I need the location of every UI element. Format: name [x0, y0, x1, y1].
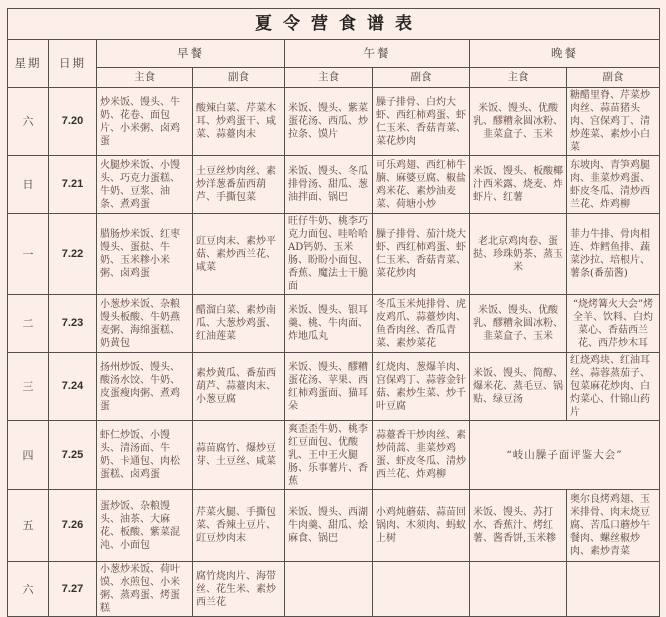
header-breakfast-side: 副食 [193, 68, 285, 88]
weekday-cell: 四 [8, 421, 49, 490]
lunch-main-cell: 爽歪歪牛奶、桃李红豆面包、优酸乳、王中王火腿肠、乐事薯片、香蕉 [285, 421, 373, 490]
dinner-main-cell: 老北京鸡肉卷、蛋挞、珍珠奶茶、蒸玉米 [470, 214, 567, 295]
date-cell: 7.21 [49, 156, 97, 214]
lunch-side-cell: 蒜薹香干炒肉丝、素炒茼蒿、韭菜炒鸡蛋、虾皮冬瓜、清炒西兰花、炸鸡柳 [373, 421, 470, 490]
breakfast-side-cell: 腐竹烧肉片、海带丝、花生米、素炒西兰花 [193, 562, 285, 617]
weekday-cell: 六 [8, 562, 49, 617]
breakfast-side-cell: 蒜苗腐竹、爆炒豆芽、土豆丝、咸菜 [193, 421, 285, 490]
breakfast-main-cell: 火腿炒米饭、小馒头、巧克力蛋糕、牛奶、豆浆、油条、煮鸡蛋 [97, 156, 193, 214]
lunch-main-cell: 米饭、馒头、醪糟蛋花汤、苹果、西红柿鸡蛋面、猫耳朵 [285, 353, 373, 421]
dinner-main-cell [470, 562, 567, 617]
date-cell: 7.22 [49, 214, 97, 295]
dinner-side-cell: 奥尔良烤鸡翅、玉米排骨、肉末烧豆腐、苦瓜口蘑炒午餐肉、螺丝椒炒肉、素炒青菜 [567, 490, 660, 562]
menu-row-0724 [8, 353, 660, 421]
breakfast-side-cell: 豇豆肉末、素炒平菇、素炒西兰花、咸菜 [193, 214, 285, 295]
dinner-side-cell: 糖醋里脊、芹菜炒肉丝、蒜苗猪头肉、宫保鸡丁、清炒莲菜、素炒小白菜 [567, 88, 660, 156]
page-title: 夏令营食谱表 [8, 9, 660, 40]
breakfast-main-cell: 扬州炒饭、馒头、酸汤水饺、牛奶、皮蛋瘦肉粥、煮鸡蛋 [97, 353, 193, 421]
dinner-side-cell [567, 562, 660, 617]
lunch-main-cell: 米饭、馒头、紫菜蛋花汤、西瓜、炒拉条、馍片 [285, 88, 373, 156]
breakfast-side-cell: 芹菜火腿、手撕包菜、香辣土豆片、豇豆炒肉末 [193, 490, 285, 562]
dinner-main-cell: 米饭、馒头、优酸乳、醪糟汆圆冰粉、韭菜盒子、玉米 [470, 88, 567, 156]
weekday-cell: 一 [8, 214, 49, 295]
lunch-side-cell: 小鸡炖蘑菇、蒜苗回锅肉、木须肉、蚂蚁上树 [373, 490, 470, 562]
menu-row-0726 [8, 490, 660, 562]
menu-row-0721 [8, 156, 660, 214]
header-weekday: 星期 [8, 40, 49, 88]
menu-row-0720 [8, 88, 660, 156]
dinner-main-cell: 米饭、馒头、板酸椰汁西米露、烧麦、炸虾片、红薯 [470, 156, 567, 214]
lunch-side-cell: 可乐鸡翅、西红柿牛腩、麻婆豆腐、椒盐鸡米花、素炒油麦菜、荷塘小炒 [373, 156, 470, 214]
weekday-cell: 五 [8, 490, 49, 562]
menu-row-0723 [8, 295, 660, 353]
weekday-cell: 二 [8, 295, 49, 353]
header-dinner: 晚餐 [470, 40, 660, 68]
date-cell: 7.20 [49, 88, 97, 156]
date-cell: 7.24 [49, 353, 97, 421]
summer-camp-menu-table [7, 8, 660, 617]
breakfast-main-cell: 蛋炒饭、杂粮馒头、油茶、大麻花、板酸、紫菜混沌、小面包 [97, 490, 193, 562]
date-cell: 7.26 [49, 490, 97, 562]
header-row-meals [8, 40, 660, 68]
dinner-main-cell: 米饭、馒头、苏打水、香蕉汁、烤红薯、酱香饼,玉米糁 [470, 490, 567, 562]
header-dinner-side: 副食 [567, 68, 660, 88]
lunch-side-cell [373, 562, 470, 617]
header-dinner-main: 主食 [470, 68, 567, 88]
header-lunch-main: 主食 [285, 68, 373, 88]
header-lunch-side: 副食 [373, 68, 470, 88]
lunch-side-cell: 臊子排骨、茄汁烧大虾、西红柿鸡蛋、虾仁玉米、香菇青菜、菜花炒肉 [373, 214, 470, 295]
header-date: 日期 [49, 40, 97, 88]
lunch-side-cell: 红烧肉、葱爆羊肉、宫保鸡丁、蒜蓉金针菇、素炒生菜、炒千叶豆腐 [373, 353, 470, 421]
lunch-main-cell [285, 562, 373, 617]
dinner-side-cell: 菲力牛排、骨肉相连、炸鳕鱼排、蔬菜沙拉、培根片、薯条(番茄酱) [567, 214, 660, 295]
breakfast-main-cell: 虾仁炒饭、小馒头、清汤面、牛奶、卡通包、肉松蛋糕、卤鸡蛋 [97, 421, 193, 490]
header-breakfast-main: 主食 [97, 68, 193, 88]
lunch-main-cell: 米饭、馒头、西湖牛肉羹、甜瓜、烩麻食、锅巴 [285, 490, 373, 562]
weekday-cell: 三 [8, 353, 49, 421]
lunch-main-cell: 旺仔牛奶、桃李巧克力面包、哇哈哈AD钙奶、玉米肠、盼盼小面包、香蕉、魔法士干脆面 [285, 214, 373, 295]
dinner-side-cell: “烧烤篝火大会”烤全羊、饮料、白灼菜心、香菇西兰花、西芹炒木耳 [567, 295, 660, 353]
date-cell: 7.25 [49, 421, 97, 490]
breakfast-main-cell: 腊肠炒米饭、红枣馒头、蛋挞、牛奶、玉米糁小米粥、卤鸡蛋 [97, 214, 193, 295]
weekday-cell: 六 [8, 88, 49, 156]
lunch-side-cell: 臊子排骨、白灼大虾、西红柿鸡蛋、虾仁玉米、香菇青菜、菜花炒肉 [373, 88, 470, 156]
dinner-side-cell: 东坡肉、青笋鸡腿肉、韭菜炒鸡蛋、虾皮冬瓜、清炒西兰花、炸鸡柳 [567, 156, 660, 214]
menu-row-0725 [8, 421, 660, 490]
title-row [8, 9, 660, 40]
breakfast-main-cell: 炒米饭、馒头、牛奶、花卷、面包片、小米粥、卤鸡蛋 [97, 88, 193, 156]
breakfast-main-cell: 小葱炒米饭、荷叶馍、水煎包、小米粥、蒸鸡蛋、烤蛋糕 [97, 562, 193, 617]
lunch-side-cell: 冬瓜玉米炖排骨、虎皮鸡爪、蒜薹炒肉、鱼香肉丝、香瓜青菜、素炒菜花 [373, 295, 470, 353]
weekday-cell: 日 [8, 156, 49, 214]
menu-row-0722 [8, 214, 660, 295]
dinner-side-cell: 红烧鸡块、红油耳丝、蒜蓉蒸茄子、包菜麻花炒肉、白灼菜心、什锦山药片 [567, 353, 660, 421]
breakfast-side-cell: 素炒黄瓜、番茄西葫芦、蒜薹肉末、小葱豆腐 [193, 353, 285, 421]
breakfast-side-cell: 醋溜白菜、素炒南瓜、大葱炒鸡蛋、红油莲菜 [193, 295, 285, 353]
header-breakfast: 早餐 [97, 40, 285, 68]
header-row-subtypes [8, 68, 660, 88]
dinner-event-cell: “岐山臊子面评鉴大会” [470, 421, 660, 490]
dinner-main-cell: 米饭、馒头、优酸乳、醪糟汆圆冰粉、韭菜盒子、玉米 [470, 295, 567, 353]
date-cell: 7.27 [49, 562, 97, 617]
header-lunch: 午餐 [285, 40, 470, 68]
lunch-main-cell: 米饭、馒头、冬瓜排骨汤、甜瓜、葱油拌面、锅巴 [285, 156, 373, 214]
breakfast-main-cell: 小葱炒米饭、杂粮馒头板酸、牛奶燕麦粥、海绵蛋糕、奶黄包 [97, 295, 193, 353]
lunch-main-cell: 米饭、馒头、银耳羹、桃、牛肉面、炸地瓜丸 [285, 295, 373, 353]
date-cell: 7.23 [49, 295, 97, 353]
breakfast-side-cell: 酸辣白菜、芹菜木耳、炒鸡蛋干、咸菜、蒜薹肉末 [193, 88, 285, 156]
breakfast-side-cell: 土豆丝炒肉丝、素炒洋葱番茄西葫芦、手撕包菜 [193, 156, 285, 214]
menu-row-0727 [8, 562, 660, 617]
dinner-main-cell: 米饭、馒头、简醇、爆米花、蒸毛豆、锅贴、绿豆汤 [470, 353, 567, 421]
